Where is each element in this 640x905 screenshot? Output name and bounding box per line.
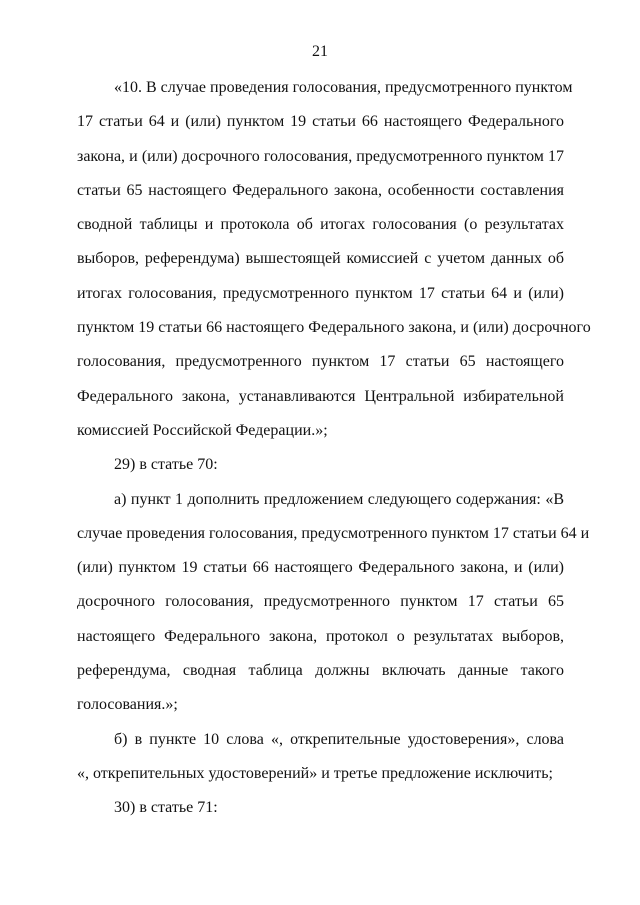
paragraph-subitem-b xyxy=(77,723,564,792)
text-line: 17 статьи 64 и (или) пунктом 19 статьи 66 настоящего Федерального xyxy=(77,113,564,131)
text-line: 29) в статье 70: xyxy=(114,456,218,474)
text-line: Федерального закона, устанавливаются Центральной избирательной xyxy=(77,387,564,405)
text-line: сводной таблицы и протокола об итогах голосования (о результатах xyxy=(77,216,564,234)
text-line: «, открепительных удостоверений» и третье предложение исключить; xyxy=(77,764,553,782)
text-line: пунктом 19 статьи 66 настоящего Федерального закона, и (или) досрочного xyxy=(77,319,591,337)
paragraph-clause-10 xyxy=(77,71,591,448)
text-line: «10. В случае проведения голосования, предусмотренного пунктом xyxy=(114,79,573,96)
document-body xyxy=(77,71,591,826)
paragraph-item-30 xyxy=(77,791,564,825)
text-line: настоящего Федерального закона, протокол о результатах выборов, xyxy=(77,627,564,645)
text-line: закона, и (или) досрочного голосования, предусмотренного пунктом 17 xyxy=(77,147,564,165)
text-line: итогах голосования, предусмотренного пунктом 17 статьи 64 и (или) xyxy=(77,284,564,302)
text-line: комиссией Российской Федерации.»; xyxy=(77,421,328,439)
text-line: случае проведения голосования, предусмотренного пунктом 17 статьи 64 и xyxy=(77,524,590,542)
paragraph-item-29 xyxy=(77,448,564,482)
text-line: голосования.»; xyxy=(77,696,178,714)
text-line: голосования, предусмотренного пунктом 17 статьи 65 настоящего xyxy=(77,353,564,371)
text-line: статьи 65 настоящего Федерального закона, особенности составления xyxy=(77,181,564,199)
page-number: 21 xyxy=(312,43,328,60)
paragraph-subitem-a xyxy=(77,483,590,723)
text-line: выборов, референдума) вышестоящей комиссией с учетом данных об xyxy=(77,250,564,268)
text-line: досрочного голосования, предусмотренного пунктом 17 статьи 65 xyxy=(77,593,564,611)
text-line: референдума, сводная таблица должны включать данные такого xyxy=(77,662,564,680)
text-line: 30) в статье 71: xyxy=(114,799,218,817)
text-line: б) в пункте 10 слова «, открепительные удостоверения», слова xyxy=(114,730,564,748)
text-line: (или) пунктом 19 статьи 66 настоящего Федерального закона, и (или) xyxy=(77,559,564,577)
text-line: а) пункт 1 дополнить предложением следующего содержания: «В xyxy=(114,490,564,508)
